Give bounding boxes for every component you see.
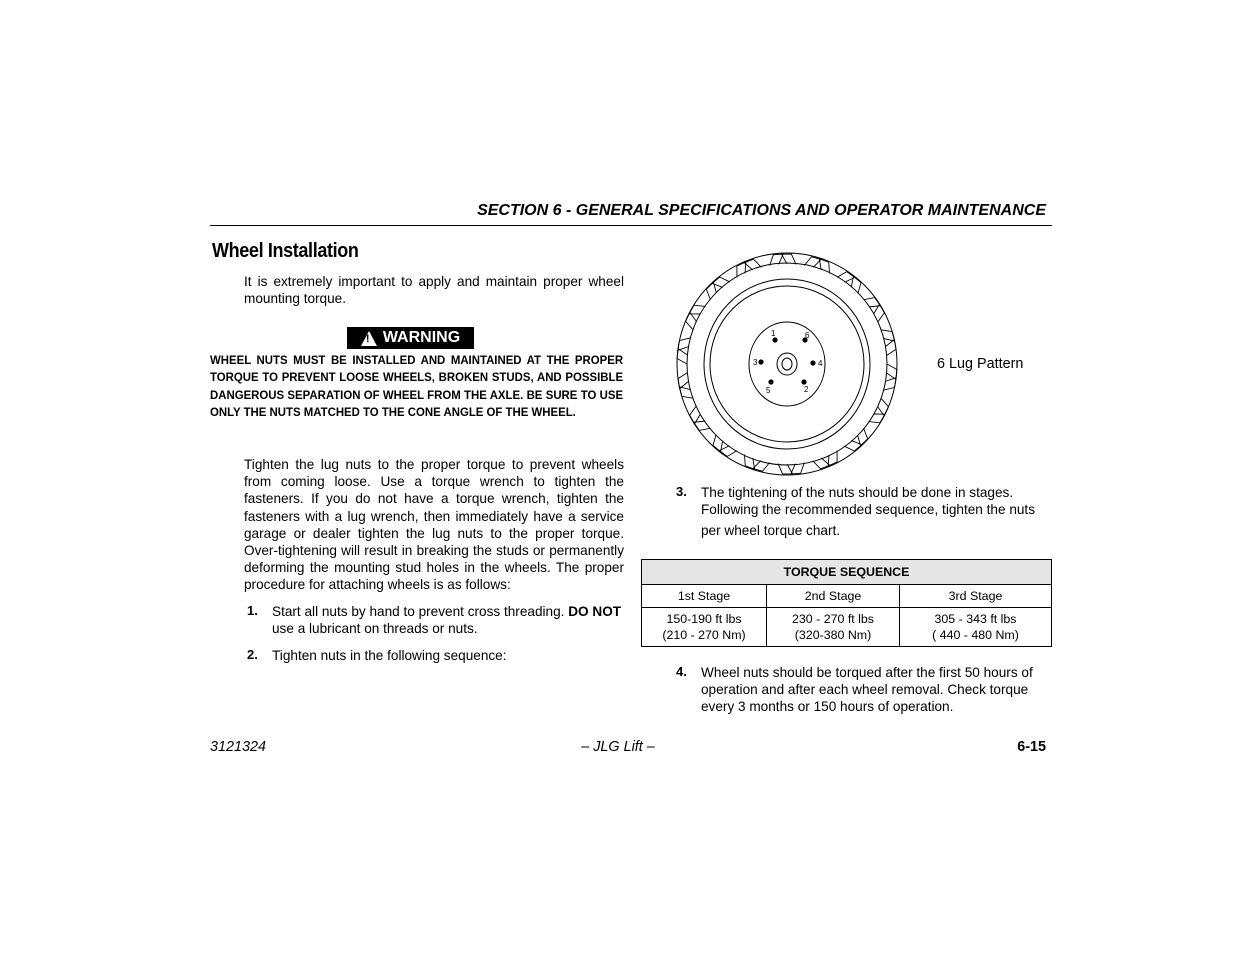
nm-value: (320-380 Nm) <box>794 628 872 642</box>
step-3-text-line2: per wheel torque chart. <box>701 523 841 539</box>
tread-lug <box>690 406 701 424</box>
warning-text: WHEEL NUTS MUST BE INSTALLED AND MAINTAINED AT THE PROPER TORQUE TO PREVENT LOOSE WHEELS, BROKEN STUDS, AND POSSIBLE DANGEROUS SEPARATION OF WHEEL FROM THE AXLE. BE SURE TO USE ONLY THE NUTS MATCHED TO THE CONE ANGLE OF THE WHEEL. <box>210 353 624 420</box>
step-4-text: Wheel nuts should be torqued after the first 50 hours of operation and after each wheel removal. Check torque every 3 months or 150 hours of operation. <box>701 665 1033 715</box>
warning-label: WARNING <box>382 329 461 346</box>
stage-header: 2nd Stage <box>767 585 900 608</box>
ft-lbs-value: 305 - 343 ft lbs <box>934 612 1017 626</box>
tread-lug <box>686 312 697 329</box>
nm-value: ( 440 - 480 Nm) <box>932 628 1019 642</box>
lug-label-6: 6 <box>805 331 810 340</box>
warning-triangle-icon: ! <box>361 331 377 346</box>
footer-doc-number: 3121324 <box>210 739 267 755</box>
header-divider <box>210 225 1052 226</box>
stage-header: 3rd Stage <box>900 585 1052 608</box>
step-3-text <box>701 484 1053 540</box>
step-1-number: 1. <box>247 603 258 618</box>
footer-brand: – JLG Lift – <box>581 739 655 755</box>
ft-lbs-value: 230 - 270 ft lbs <box>792 612 874 626</box>
tread-lug <box>837 272 855 283</box>
step-4-number: 4. <box>676 664 687 679</box>
step-3-number: 3. <box>676 484 687 499</box>
page-title: Wheel Installation <box>212 240 359 262</box>
step-1-text-after: use a lubricant on threads or nuts. <box>272 621 478 637</box>
table-title: TORQUE SEQUENCE <box>642 560 1052 585</box>
tread-lug <box>874 304 885 322</box>
lug-label-1: 1 <box>771 329 776 338</box>
step-1-text-before: Start all nuts by hand to prevent cross threading. <box>272 604 569 619</box>
tread-lug <box>878 398 889 415</box>
footer-page-number: 6-15 <box>1017 739 1046 755</box>
step-2-number: 2. <box>247 647 258 662</box>
ft-lbs-value: 150-190 ft lbs <box>666 612 742 626</box>
stage-header: 1st Stage <box>642 585 767 608</box>
tread-lug <box>887 364 897 379</box>
figure-caption: 6 Lug Pattern <box>937 356 1024 372</box>
tread-lug <box>719 446 737 457</box>
step-1-emphasis: DO NOT <box>568 604 622 619</box>
warning-badge <box>347 327 474 349</box>
wheel-lug-pattern-figure <box>675 250 900 478</box>
tread-lug <box>677 349 687 364</box>
step-2-text: Tighten nuts in the following sequence: <box>272 648 507 663</box>
lug-label-5: 5 <box>766 386 771 395</box>
stage-value-cell <box>767 608 900 647</box>
step-1-text <box>272 603 624 637</box>
stage-value-cell <box>900 608 1052 647</box>
section-title: SECTION 6 - GENERAL SPECIFICATIONS AND OPERATOR MAINTENANCE <box>477 202 1046 219</box>
nm-value: (210 - 270 Nm) <box>662 628 746 642</box>
lug-label-2: 2 <box>804 385 809 394</box>
body-paragraph: Tighten the lug nuts to the proper torque to prevent wheels from coming loose. Use a torque wrench to tighten the fasteners. If you do not have a torque wrench, tighten the fasteners with a lug wrench, then immediately have a service garage or dealer tighten the lug nuts to the proper torque. Over-tightening will result in breaking the studs or permanently deforming the mounting stud holes in the wheels. The proper procedure for attaching wheels is as follows: <box>244 457 624 593</box>
lug-label-4: 4 <box>818 359 823 368</box>
step-3-text-line1: The tightening of the nuts should be done in stages. Following the recommended sequence, tighten the nuts <box>701 485 1036 518</box>
stage-value-cell <box>642 608 767 647</box>
lug-label-3: 3 <box>753 358 758 367</box>
tread-lug <box>885 340 896 356</box>
tread-lug <box>678 372 689 388</box>
intro-paragraph: It is extremely important to apply and maintain proper wheel mounting torque. <box>244 274 624 307</box>
torque-sequence-table <box>641 559 1052 647</box>
